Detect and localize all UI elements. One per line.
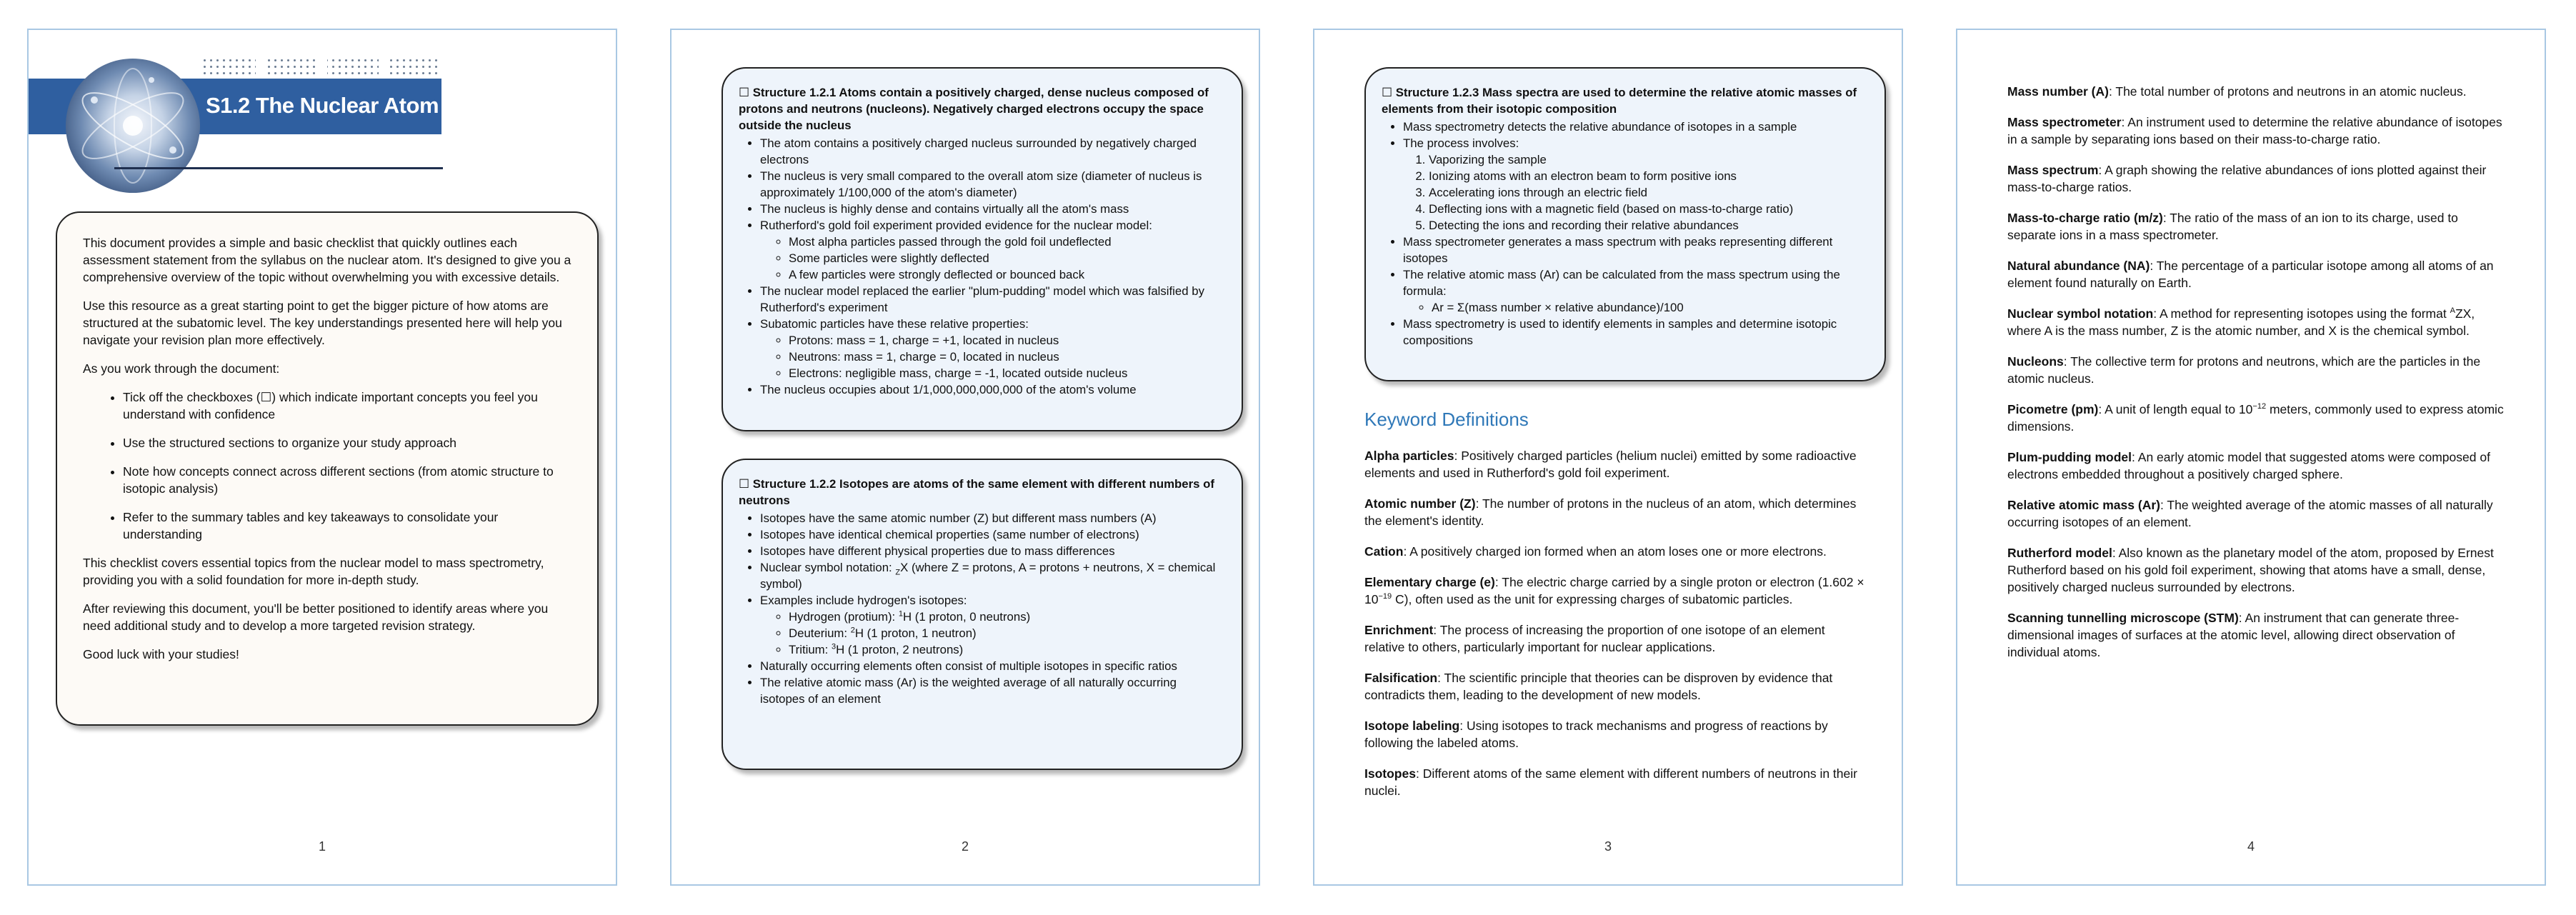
keyword-definition: : The scientific principle that theories can be disproven by evidence that contradicts them, leading to the development of new models. xyxy=(1364,671,1833,702)
keyword-definitions-heading: Keyword Definitions xyxy=(1364,409,1529,430)
title-banner xyxy=(29,44,457,187)
keyword-term: Alpha particles xyxy=(1364,449,1454,463)
list-item: • Mass spectrometry is used to identify elements in samples and determine isotopic compositions xyxy=(1403,316,1866,349)
keyword-entry xyxy=(2007,161,2507,196)
page-2 xyxy=(670,29,1260,886)
list-item: 3. Accelerating ions through an electric field xyxy=(1429,184,1866,201)
list-item xyxy=(760,559,1223,592)
list-item: ◦ Neutrons: mass = 1, charge = 0, located in nucleus xyxy=(789,349,1223,365)
page-number: 2 xyxy=(961,839,969,854)
banner-underline xyxy=(114,167,443,169)
keyword-entry xyxy=(2007,449,2507,483)
list-item xyxy=(1403,135,1866,151)
keyword-definition: : The number of protons in the nucleus of an atom, which determines the element's identity. xyxy=(1364,496,1857,528)
list-item: • Use the structured sections to organize your study approach xyxy=(123,434,571,451)
keyword-definition: : Positively charged particles (helium nuclei) emitted by some radioactive elements and used in Rutherford's gold foil experiment. xyxy=(1364,449,1857,480)
intro-paragraph: Good luck with your studies! xyxy=(83,647,239,661)
keyword-entry xyxy=(2007,544,2507,596)
intro-paragraph: As you work through the document: xyxy=(83,361,280,376)
keyword-entry xyxy=(1364,765,1864,799)
keyword-entry xyxy=(1364,621,1864,656)
list-item-text: H (1 proton, 1 neutron) xyxy=(854,626,977,640)
list-item-text: (where Z = protons, A = protons + neutrons, X = chemical symbol) xyxy=(760,561,1216,591)
list-item xyxy=(760,316,1223,381)
list-item: ◦ Most alpha particles passed through the gold foil undeflected xyxy=(789,234,1223,250)
chemical-symbol: X xyxy=(900,561,909,574)
superscript: −19 xyxy=(1378,592,1392,601)
keyword-entry xyxy=(1364,495,1864,529)
list-item xyxy=(789,641,1223,658)
keyword-term: Enrichment xyxy=(1364,623,1434,637)
keyword-entry xyxy=(2007,209,2507,244)
page-number: 1 xyxy=(318,839,326,854)
keyword-entry xyxy=(2007,353,2507,387)
keyword-list xyxy=(2007,83,2507,674)
keyword-entry xyxy=(1364,543,1864,560)
keyword-definition: : A positively charged ion formed when an atom loses one or more electrons. xyxy=(1403,544,1827,559)
intro-bullets xyxy=(83,389,571,543)
superscript: 3 xyxy=(831,642,837,651)
keyword-entry xyxy=(1364,447,1864,481)
keyword-definition: C), often used as the unit for expressing charges of subatomic particles. xyxy=(1392,592,1793,606)
list-item: • The atom contains a positively charged nucleus surrounded by negatively charged electrons xyxy=(760,135,1223,168)
list-item xyxy=(760,217,1223,283)
list-item: ◦ Some particles were slightly deflected xyxy=(789,250,1223,266)
keyword-definition: : Also known as the planetary model of the atom, proposed by Ernest Rutherford based on his gold foil experiment, showing that atoms have a small, dense, positively charged nucleus surrounded by electrons. xyxy=(2007,546,2494,594)
keyword-entry xyxy=(2007,609,2507,661)
list-item-text: Deuterium: xyxy=(789,626,851,640)
structure-title[interactable]: ☐ Structure 1.2.1 Atoms contain a positively charged, dense nucleus composed of protons and neutrons (nucleons). Negatively charged electrons occupy the space outside the nucleus xyxy=(739,86,1209,132)
list-item: • Naturally occurring elements often consist of multiple isotopes in specific ratios xyxy=(760,658,1223,674)
keyword-term: Picometre (pm) xyxy=(2007,402,2099,416)
list-item: • The relative atomic mass (Ar) is the weighted average of all naturally occurring isotopes of an element xyxy=(760,674,1223,707)
page-title: S1.2 The Nuclear Atom xyxy=(206,93,439,118)
process-steps xyxy=(1382,151,1866,234)
list-item: • The nuclear model replaced the earlier "plum-pudding" model which was falsified by Rutherford's experiment xyxy=(760,283,1223,316)
keyword-list xyxy=(1364,447,1864,813)
superscript: 2 xyxy=(850,626,855,635)
page-3 xyxy=(1313,29,1903,886)
page-4 xyxy=(1956,29,2546,886)
list-item xyxy=(789,609,1223,625)
list-item-text: The process involves: xyxy=(1403,136,1519,150)
keyword-term: Cation xyxy=(1364,544,1404,559)
keyword-definition: : The ratio of the mass of an ion to its charge, used to separate ions in a mass spectrometer. xyxy=(2007,211,2458,242)
keyword-term: Mass spectrum xyxy=(2007,163,2099,177)
intro-paragraph: This document provides a simple and basic checklist that quickly outlines each assessment statement from the syllabus on the nuclear atom. It's designed to give you a comprehensive overview of the topic without overwhelming you with excessive details. xyxy=(83,236,571,284)
page-number: 4 xyxy=(2247,839,2255,854)
list-item: • Mass spectrometer generates a mass spectrum with peaks representing different isotopes xyxy=(1403,234,1866,266)
list-item: 2. Ionizing atoms with an electron beam to form positive ions xyxy=(1429,168,1866,184)
structure-title[interactable]: ☐ Structure 1.2.2 Isotopes are atoms of the same element with different numbers of neutrons xyxy=(739,477,1214,507)
list-item: 5. Detecting the ions and recording their relative abundances xyxy=(1429,217,1866,234)
keyword-definition: : The total number of protons and neutrons in an atomic nucleus. xyxy=(2108,84,2467,99)
keyword-term: Isotope labeling xyxy=(1364,719,1460,733)
list-item: • Tick off the checkboxes (☐) which indicate important concepts you feel you understand with confidence xyxy=(123,389,571,423)
keyword-entry xyxy=(2007,83,2507,100)
keyword-definition: : An early atomic model that suggested atoms were composed of electrons embedded throughout a positively charged sphere. xyxy=(2007,450,2490,481)
keyword-definition: : An instrument used to determine the relative abundance of isotopes in a sample by separating ions based on their mass-to-charge ratio. xyxy=(2007,115,2502,146)
list-item: • The nucleus occupies about 1/1,000,000,000,000 of the atom's volume xyxy=(760,381,1223,398)
structure-box-1-2-3 xyxy=(1364,67,1886,381)
list-item-text: Rutherford's gold foil experiment provided evidence for the nuclear model: xyxy=(760,219,1152,232)
list-item-text: H (1 proton, 0 neutrons) xyxy=(903,610,1031,624)
keyword-definition: meters, commonly used to express atomic dimensions. xyxy=(2007,402,2504,434)
keyword-entry xyxy=(2007,401,2507,435)
structure-title[interactable]: ☐ Structure 1.2.3 Mass spectra are used to determine the relative atomic masses of elements from their isotopic composition xyxy=(1382,86,1857,116)
page-1 xyxy=(27,29,617,886)
keyword-definition: : Different atoms of the same element with different numbers of neutrons in their nuclei. xyxy=(1364,766,1857,798)
list-item: • Isotopes have identical chemical properties (same number of electrons) xyxy=(760,526,1223,543)
keyword-term: Relative atomic mass (Ar) xyxy=(2007,498,2160,512)
keyword-definition: : The percentage of a particular isotope among all atoms of an element found naturally on Earth. xyxy=(2007,259,2494,290)
keyword-entry xyxy=(1364,574,1864,608)
atom-illustration-icon xyxy=(66,59,200,193)
keyword-term: Rutherford model xyxy=(2007,546,2112,560)
keyword-entry xyxy=(1364,717,1864,751)
keyword-term: Scanning tunnelling microscope (STM) xyxy=(2007,611,2239,625)
list-item: • The nucleus is very small compared to the overall atom size (diameter of nucleus is approximately 1/100,000 of the atom's diameter) xyxy=(760,168,1223,201)
keyword-definition: : The process of increasing the proportion of one isotope of an element relative to others, particularly important for nuclear applications. xyxy=(1364,623,1825,654)
list-item xyxy=(760,592,1223,658)
list-item-text: Nuclear symbol notation: xyxy=(760,561,896,574)
list-item-text: The relative atomic mass (Ar) can be calculated from the mass spectrum using the formula: xyxy=(1403,268,1840,298)
keyword-term: Atomic number (Z) xyxy=(1364,496,1476,511)
list-item: ◦ Protons: mass = 1, charge = +1, located in nucleus xyxy=(789,332,1223,349)
subscript: Z xyxy=(895,568,901,577)
list-item: • Isotopes have the same atomic number (Z) but different mass numbers (A) xyxy=(760,510,1223,526)
superscript: A xyxy=(2450,306,2455,316)
keyword-definition: : Using isotopes to track mechanisms and progress of reactions by following the labeled atoms. xyxy=(1364,719,1828,750)
structure-box-1-2-1 xyxy=(722,67,1243,431)
keyword-entry xyxy=(2007,305,2507,339)
list-item xyxy=(789,625,1223,641)
structure-box-1-2-2 xyxy=(722,459,1243,770)
keyword-term: Plum-pudding model xyxy=(2007,450,2132,464)
list-item-text: Subatomic particles have these relative properties: xyxy=(760,317,1029,331)
keyword-term: Elementary charge (e) xyxy=(1364,575,1495,589)
list-item: • Mass spectrometry detects the relative abundance of isotopes in a sample xyxy=(1403,119,1866,135)
keyword-entry xyxy=(2007,257,2507,291)
list-item xyxy=(1403,266,1866,316)
keyword-definition: : The electric charge carried by a single proton or electron (1.602 × 10 xyxy=(1364,575,1864,606)
keyword-term: Falsification xyxy=(1364,671,1438,685)
list-item: • The nucleus is highly dense and contains virtually all the atom's mass xyxy=(760,201,1223,217)
keyword-entry xyxy=(2007,496,2507,531)
list-item: • Isotopes have different physical properties due to mass differences xyxy=(760,543,1223,559)
list-item: • Note how concepts connect across different sections (from atomic structure to isotopic analysis) xyxy=(123,463,571,497)
keyword-term: Isotopes xyxy=(1364,766,1416,781)
list-item-text: Examples include hydrogen's isotopes: xyxy=(760,594,967,607)
intro-paragraph: Use this resource as a great starting point to get the bigger picture of how atoms are structured at the subatomic level. The key understandings presented here will help you navigate your revision plan more effectively. xyxy=(83,299,562,347)
keyword-term: Nuclear symbol notation xyxy=(2007,306,2154,321)
keyword-definition: : The collective term for protons and neutrons, which are the particles in the atomic nucleus. xyxy=(2007,354,2481,386)
keyword-term: Natural abundance (NA) xyxy=(2007,259,2150,273)
list-item-text: Tritium: xyxy=(789,643,832,656)
list-item-text: H (1 proton, 2 neutrons) xyxy=(836,643,964,656)
keyword-entry xyxy=(1364,669,1864,704)
page-number: 3 xyxy=(1604,839,1612,854)
superscript: 1 xyxy=(898,609,904,619)
keyword-term: Mass number (A) xyxy=(2007,84,2109,99)
list-item: 4. Deflecting ions with a magnetic field (based on mass-to-charge ratio) xyxy=(1429,201,1866,217)
keyword-entry xyxy=(2007,114,2507,148)
keyword-definition: : An instrument that can generate three-dimensional images of surfaces at the atomic level, allowing direct observation of individual atoms. xyxy=(2007,611,2460,659)
superscript: −12 xyxy=(2252,402,2267,411)
keyword-definition: : A unit of length equal to 10 xyxy=(2098,402,2253,416)
intro-box xyxy=(56,211,599,726)
intro-paragraph: This checklist covers essential topics from the nuclear model to mass spectrometry, providing you with a solid foundation for more in-depth study. xyxy=(83,556,544,587)
list-item: • Refer to the summary tables and key takeaways to consolidate your understanding xyxy=(123,509,571,543)
list-item: ◦ A few particles were strongly deflected or bounced back xyxy=(789,266,1223,283)
keyword-definition: : A graph showing the relative abundances of ions plotted against their mass-to-charge ratios. xyxy=(2007,163,2487,194)
keyword-definition: ZX, where A is the mass number, Z is the atomic number, and X is the chemical symbol. xyxy=(2007,306,2475,338)
keyword-term: Nucleons xyxy=(2007,354,2064,369)
intro-paragraph: After reviewing this document, you'll be better positioned to identify areas where you need additional study and to develop a more targeted revision strategy. xyxy=(83,601,549,633)
list-item: ◦ Ar = Σ(mass number × relative abundance)/100 xyxy=(1432,299,1866,316)
keyword-definition: : A method for representing isotopes using the format xyxy=(2153,306,2450,321)
dot-pattern-icon xyxy=(201,57,437,79)
keyword-term: Mass spectrometer xyxy=(2007,115,2122,129)
keyword-term: Mass-to-charge ratio (m/z) xyxy=(2007,211,2163,225)
list-item: ◦ Electrons: negligible mass, charge = -1, located outside nucleus xyxy=(789,365,1223,381)
list-item-text: Hydrogen (protium): xyxy=(789,610,899,624)
keyword-definition: : The weighted average of the atomic masses of all naturally occurring isotopes of an element. xyxy=(2007,498,2493,529)
list-item: 1. Vaporizing the sample xyxy=(1429,151,1866,168)
